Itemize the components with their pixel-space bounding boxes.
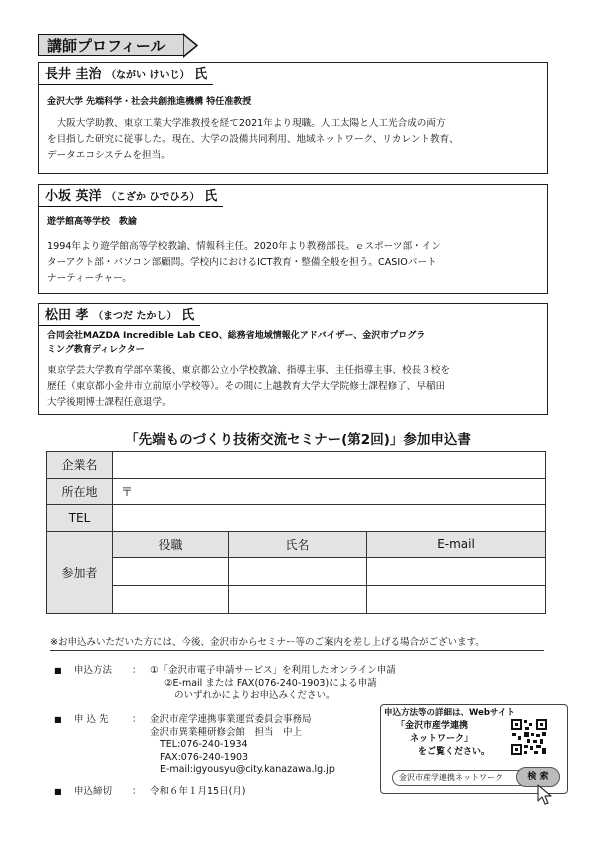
cursor-pointer-icon — [536, 784, 554, 810]
web-heading: 申込方法等の詳細は、Webサイト — [384, 708, 515, 718]
col-role-header: 役職 — [113, 531, 229, 558]
method-colon: ： — [132, 665, 142, 676]
search-input[interactable]: 金沢市産学連携ネットワーク — [392, 770, 550, 786]
company-label: 企業名 — [47, 452, 113, 479]
address-label: 所在地 — [47, 478, 113, 505]
participant-row — [47, 586, 546, 614]
email-field[interactable] — [367, 558, 546, 586]
role-field[interactable] — [113, 586, 229, 614]
web-lines: 「金沢市産学連携 ネットワーク」 をご覧ください。 — [396, 721, 491, 757]
deadline-colon: ： — [132, 786, 142, 797]
method-bullet: ■ — [54, 666, 62, 675]
postal-mark: 〒 — [121, 484, 134, 499]
lecturer-card-1 — [38, 62, 548, 174]
lecturer-affiliation: 遊学館高等学校 教諭 — [47, 217, 138, 227]
application-form — [46, 451, 546, 614]
lecturer-affiliation: 合同会社MAZDA Incredible Lab CEO、総務省地域情報化アドバイザー、金沢市プログラ ミング教育ディレクター — [47, 331, 426, 355]
col-name-header: 氏名 — [229, 531, 367, 558]
participants-label: 参加者 — [47, 531, 113, 614]
qr-code-icon[interactable] — [510, 718, 548, 760]
privacy-note: ※お申込みいただいた方には、今後、金沢市からセミナー等のご案内を差し上げる場合がございます。 — [50, 634, 544, 651]
lecturer-card-3 — [38, 303, 548, 415]
name-field[interactable] — [229, 558, 367, 586]
lecturer-bio: 大阪大学助教、東京工業大学准教授を経て2021年より現職。人工太陽と人工光合成の両方 を目指した研究に従事した。現在、大学の設備共同利用、地域ネットワーク、リカレント教育、 データエコシステムを担当。 — [47, 118, 459, 161]
lecturer-name: 長井 圭治 （ながい けいじ） 氏 — [39, 65, 213, 85]
lecturer-bio: 東京学芸大学教育学部卒業後、東京都公立小学校教諭、指導主事、主任指導主事、校長３校を 歴任（東京都小金井市立前原小学校等）。その間に上越教育大学大学院修士課程修了、早稲田 大学後期博士課程任意退学。 — [47, 365, 450, 408]
tel-label: TEL — [47, 505, 113, 532]
participant-row — [47, 558, 546, 586]
col-email-header: E-mail — [367, 531, 546, 558]
email-field[interactable] — [367, 586, 546, 614]
name-field[interactable] — [229, 586, 367, 614]
method-label: 申込方法 — [74, 665, 113, 676]
address-field[interactable] — [113, 478, 546, 505]
tel-field[interactable] — [113, 505, 546, 532]
dest-lines: 金沢市産学連携事業運営委員会事務局 金沢市異業種研修会館 担当 中上 TEL:076-240-1934 FAX:076-240-1903 E-mail:igyousyu@city.kanazawa.lg.jp — [150, 714, 335, 775]
deadline-label: 申込締切 — [74, 786, 113, 797]
company-field[interactable] — [113, 452, 546, 479]
lecturer-affiliation: 金沢大学 先端科学・社会共創推進機構 特任准教授 — [47, 97, 252, 107]
role-field[interactable] — [113, 558, 229, 586]
lecturer-bio: 1994年より遊学館高等学校教諭、情報科主任。2020年より教務部長。ｅスポーツ部・イン ターアクト部・パソコン部顧問。学校内におけるICT教育・整備全般を担う。CASIOパート ナーティーチャー。 — [47, 241, 441, 284]
section-banner: 講師プロフィール — [38, 34, 184, 56]
method-lines: ①「金沢市電子申請サービス」を利用したオンライン申請 ②E-mail または FAX(076-240-1903)による申請 のいずれかによりお申込みください。 — [150, 665, 396, 701]
dest-bullet: ■ — [54, 715, 62, 724]
lecturer-card-2 — [38, 184, 548, 294]
dest-label: 申 込 先 — [74, 714, 109, 725]
deadline-value: 令和６年１月15日(月) — [150, 786, 246, 797]
dest-colon: ： — [132, 714, 142, 725]
lecturer-name: 松田 孝 （まつだ たかし） 氏 — [39, 306, 200, 326]
search-button[interactable]: 検 索 — [516, 767, 560, 787]
deadline-bullet: ■ — [54, 787, 62, 796]
form-title: 「先端ものづくり技術交流セミナー(第2回)」参加申込書 — [125, 432, 471, 448]
lecturer-name: 小坂 英洋 （こざか ひでひろ） 氏 — [39, 187, 223, 207]
